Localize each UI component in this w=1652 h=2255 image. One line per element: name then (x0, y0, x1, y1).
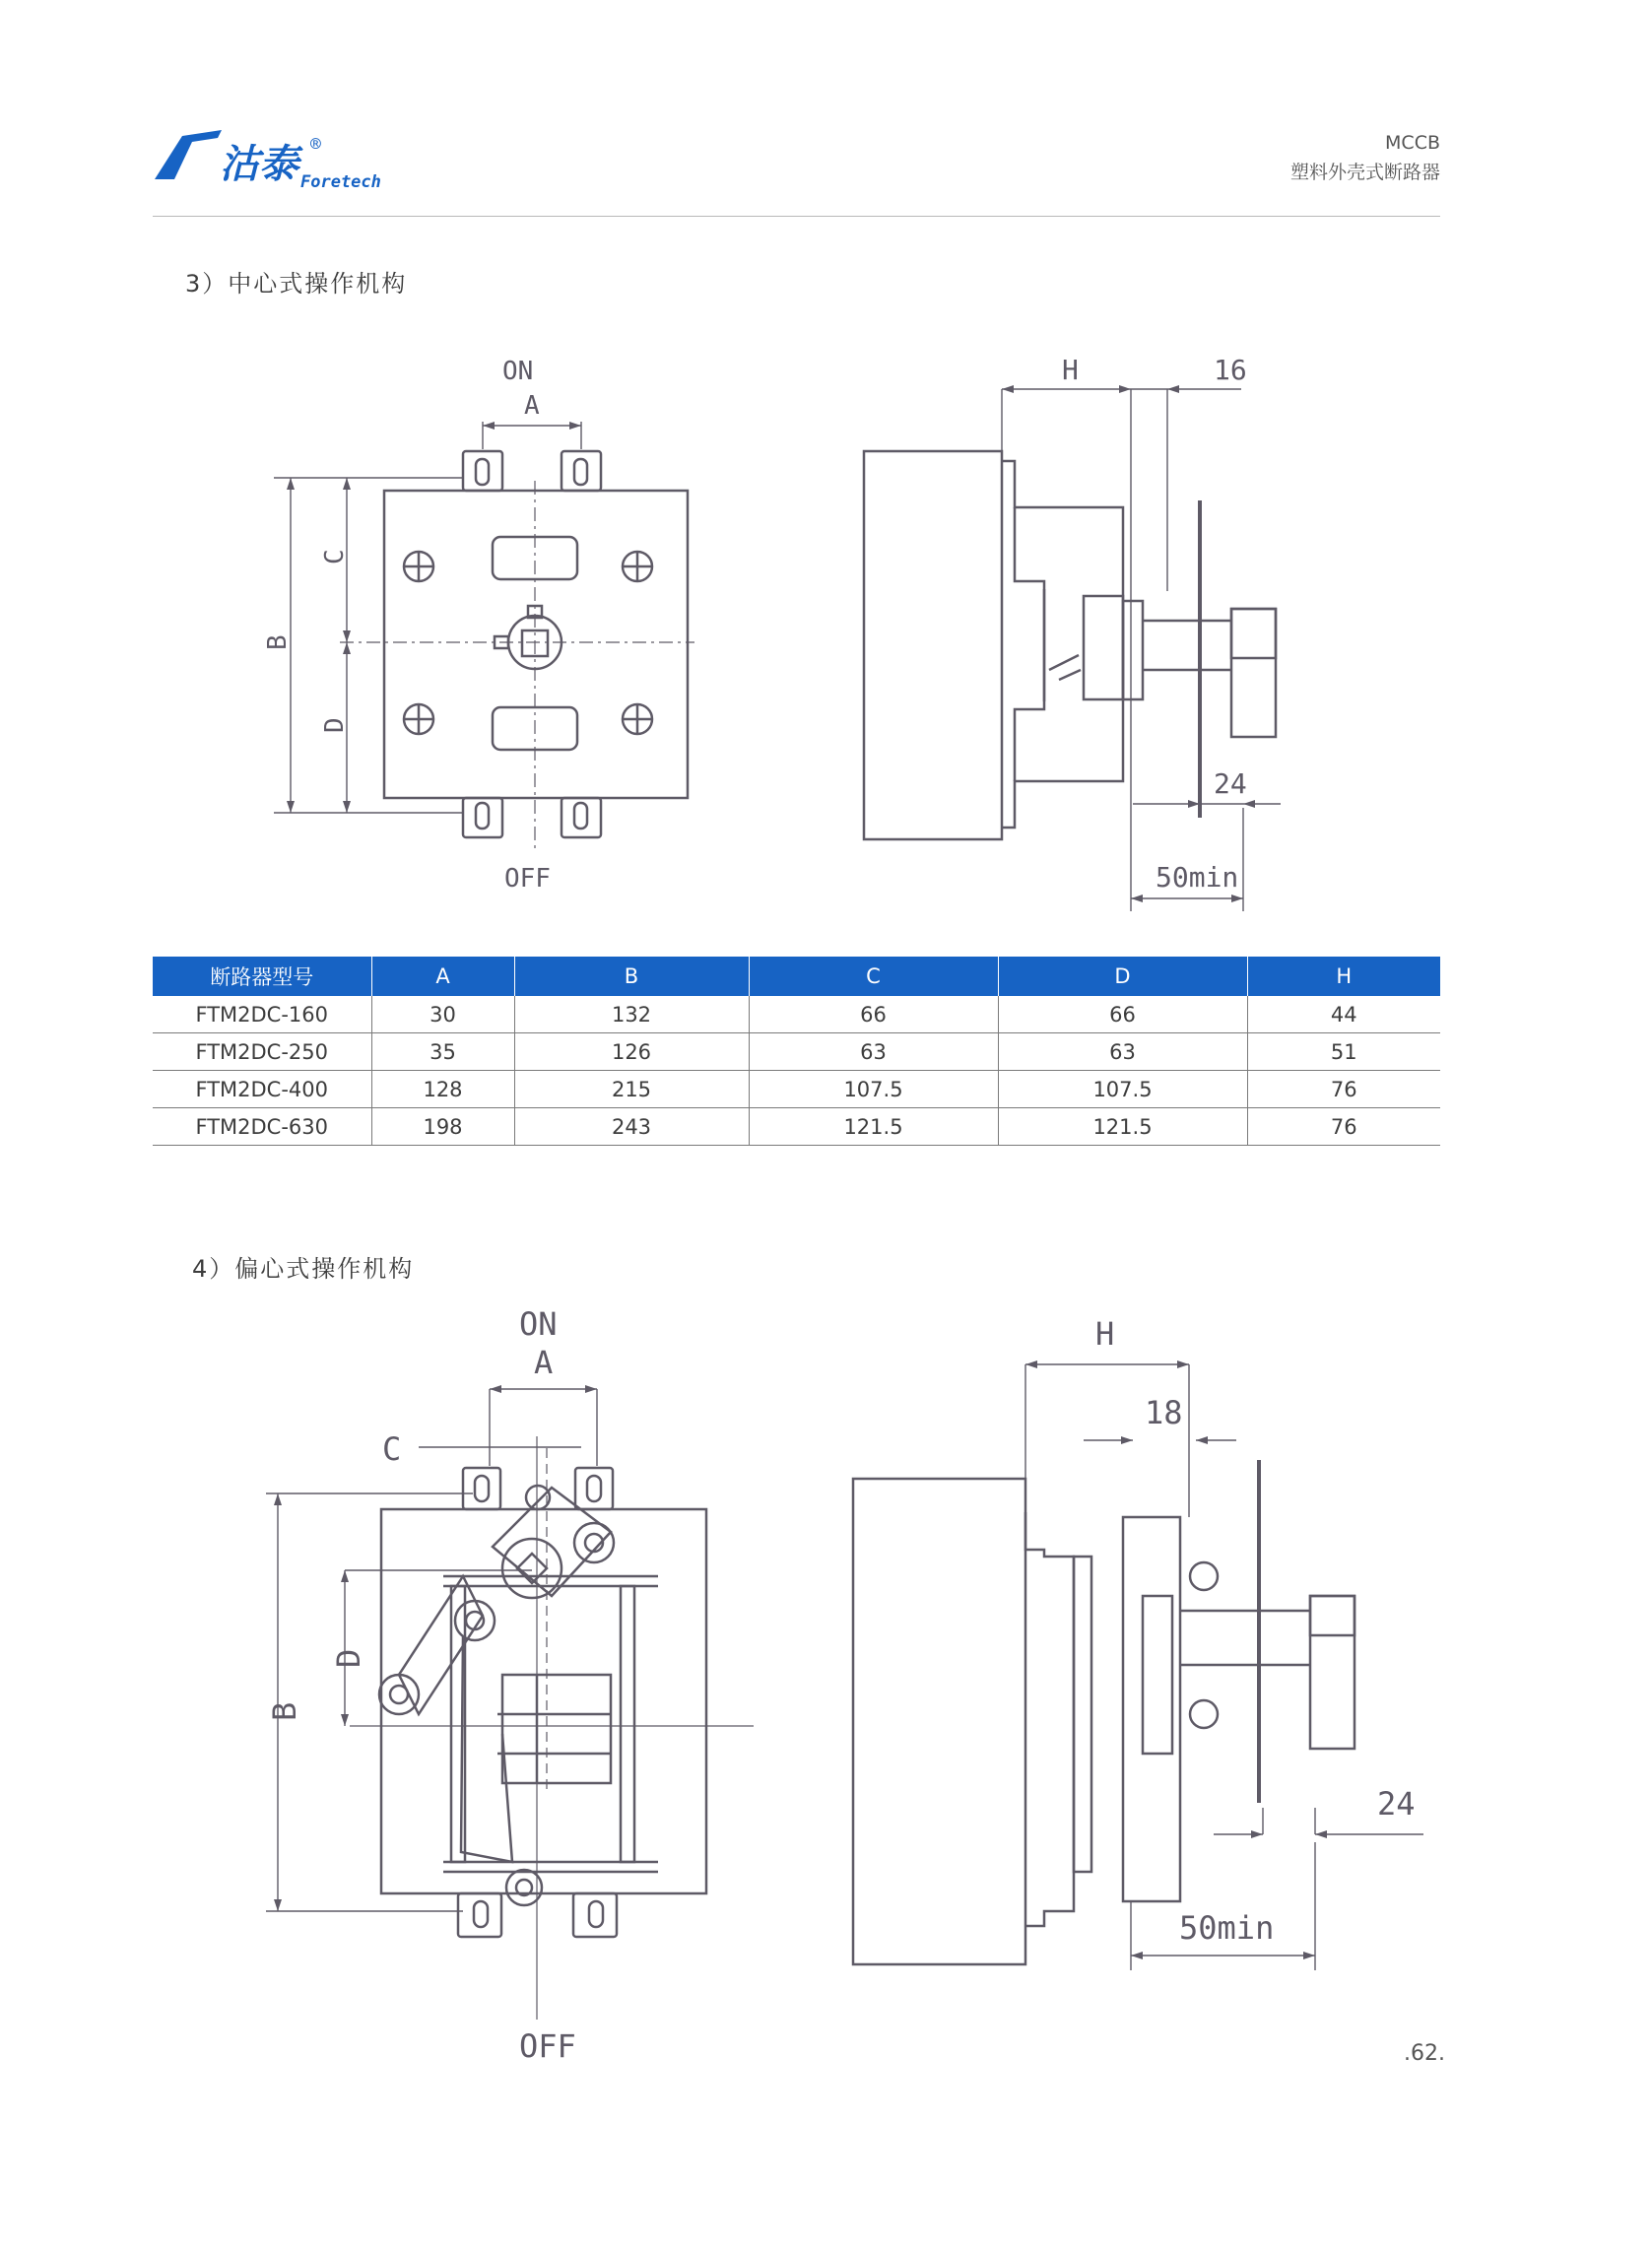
table-header: C (749, 957, 998, 996)
table-header-row (153, 957, 1440, 996)
table-cell: 76 (1247, 1071, 1440, 1108)
label-24: 24 (1214, 767, 1247, 800)
table-cell: 121.5 (749, 1108, 998, 1146)
table-cell: 107.5 (998, 1071, 1247, 1108)
table-cell: 63 (749, 1033, 998, 1071)
table-cell: 121.5 (998, 1108, 1247, 1146)
table-cell: 132 (514, 996, 749, 1033)
label-on: ON (502, 357, 534, 386)
label-off: OFF (504, 864, 551, 894)
label-a: A (534, 1344, 554, 1381)
label-h: H (1095, 1315, 1115, 1353)
label-c: C (320, 549, 350, 564)
table-cell: 215 (514, 1071, 749, 1108)
label-c: C (382, 1430, 402, 1468)
table-cell: 107.5 (749, 1071, 998, 1108)
label-d: D (320, 717, 350, 733)
logo-registered: ® (310, 134, 321, 155)
label-b: B (266, 1701, 303, 1721)
label-50min: 50min (1179, 1909, 1275, 1947)
table-cell: 66 (749, 996, 998, 1033)
label-18: 18 (1145, 1394, 1183, 1431)
label-d: D (330, 1648, 367, 1668)
table-header: A (371, 957, 514, 996)
label-50min: 50min (1156, 861, 1239, 894)
table-cell: 198 (371, 1108, 514, 1146)
section4-drawings (0, 1281, 1652, 2069)
table-row (153, 1108, 1440, 1146)
label-24: 24 (1377, 1785, 1416, 1823)
header-subtitle: 塑料外壳式断路器 (1289, 162, 1440, 183)
page-number: .62. (1404, 2041, 1445, 2066)
table-cell: 243 (514, 1108, 749, 1146)
table-header: D (998, 957, 1247, 996)
table-header: H (1247, 957, 1440, 996)
label-on: ON (519, 1305, 558, 1343)
spec-table (153, 957, 1440, 1146)
label-16: 16 (1214, 354, 1247, 386)
table-row (153, 1071, 1440, 1108)
section3-title: 3）中心式操作机构 (185, 270, 408, 298)
section3-drawings (0, 0, 1652, 946)
table-cell: FTM2DC-630 (153, 1108, 371, 1146)
logo-brand-en: Foretech (300, 172, 381, 192)
table-row (153, 996, 1440, 1033)
label-h: H (1062, 354, 1079, 386)
table-header: 断路器型号 (153, 957, 371, 996)
logo-brand-cn: 沽泰 (220, 142, 298, 187)
table-row (153, 1033, 1440, 1071)
table-cell: FTM2DC-250 (153, 1033, 371, 1071)
table-cell: 35 (371, 1033, 514, 1071)
side-view-eccentric (853, 1360, 1423, 1970)
table-cell: FTM2DC-400 (153, 1071, 371, 1108)
header-category: MCCB (1385, 132, 1440, 154)
table-cell: 63 (998, 1033, 1247, 1071)
table-cell: 76 (1247, 1108, 1440, 1146)
label-off: OFF (519, 2027, 576, 2065)
label-b: B (263, 634, 293, 650)
front-view-eccentric-labels (266, 1305, 576, 2065)
label-a: A (524, 391, 540, 421)
front-view-eccentric (266, 1385, 754, 2020)
table-cell: 128 (371, 1071, 514, 1108)
table-cell: 44 (1247, 996, 1440, 1033)
table-header: B (514, 957, 749, 996)
table-cell: 51 (1247, 1033, 1440, 1071)
front-view-centre (274, 422, 694, 849)
table-cell: 66 (998, 996, 1247, 1033)
table-cell: 126 (514, 1033, 749, 1071)
table-cell: 30 (371, 996, 514, 1033)
side-view-centre-labels (1062, 354, 1247, 894)
section4-title: 4）偏心式操作机构 (192, 1255, 415, 1283)
table-cell: FTM2DC-160 (153, 996, 371, 1033)
side-view-centre (864, 385, 1281, 911)
